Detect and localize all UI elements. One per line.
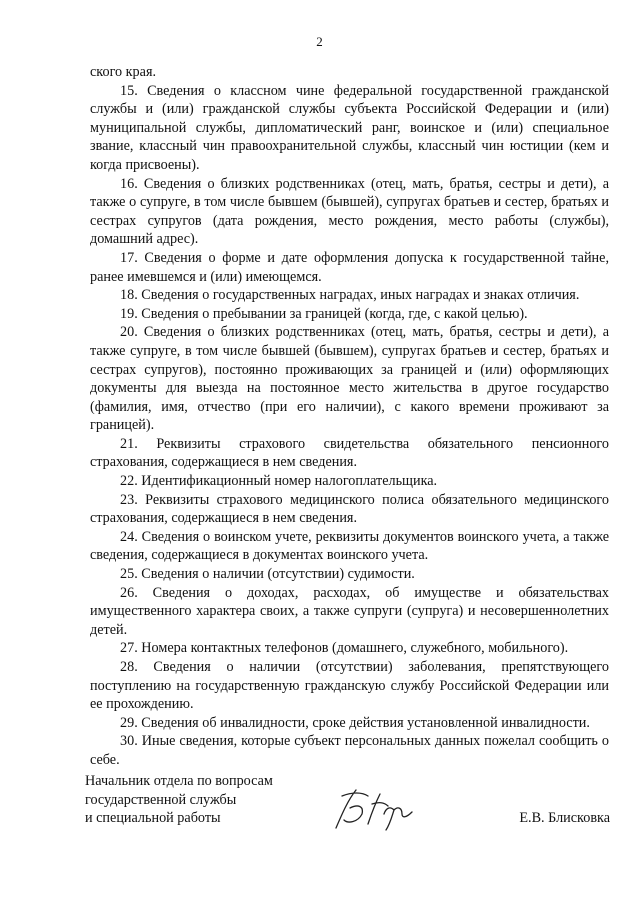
list-item-23: 23. Реквизиты страхового медицинского полиса обязательного медицинского страхования, содержащиеся в нем сведения. <box>90 491 609 527</box>
list-item-26: 26. Сведения о доходах, расходах, об имуществе и обязательствах имущественного характера своих, а также супруги (супруга) и несовершеннолетних детей. <box>90 584 609 638</box>
list-item-30: 30. Иные сведения, которые субъект персональных данных пожелал сообщить о себе. <box>90 733 609 768</box>
list-item-29: 29. Сведения об инвалидности, сроке действия установленной инвалидности. <box>120 714 590 731</box>
list-item-25: 25. Сведения о наличии (отсутствии) судимости. <box>120 566 415 583</box>
list-item-19: 19. Сведения о пребывании за границей (когда, где, с какой целью). <box>120 305 528 322</box>
signer-position-line: и специальной работы <box>85 810 221 827</box>
list-item-27: 27. Номера контактных телефонов (домашнего, служебного, мобильного). <box>120 640 569 657</box>
list-item-24: 24. Сведения о воинском учете, реквизиты документов воинского учета, а также сведения, содержащиеся в документах воинского учета. <box>90 528 609 564</box>
list-item-21: 21. Реквизиты страхового свидетельства обязательного пенсионного страхования, содержащиеся в нем сведения. <box>90 435 609 471</box>
signer-position-line: государственной службы <box>85 791 237 808</box>
list-item-28: 28. Сведения о наличии (отсутствии) заболевания, препятствующего поступлению на государственную гражданскую службу Российской Федерации или ее прохождению. <box>90 659 609 713</box>
leading-fragment: ского края. <box>90 64 157 80</box>
signer-name: Е.В. Блисковка <box>519 810 610 826</box>
handwritten-signature <box>328 784 418 834</box>
document-body <box>90 63 609 770</box>
list-item-20: 20. Сведения о близких родственниках (отец, мать, братья, сестры и дети), а также супруге, в том числе бывшей (бывшем), супругах братьев и сестер, братьях и сестрах супругов), постоянно проживающих за границей и (или) оформляющих документы для выезда на постоянное место жительства в другое государство (фамилия, имя, отчество (при его наличии), с какого времени проживают за границей). <box>90 324 609 434</box>
signer-position <box>85 772 273 828</box>
page-number: 2 <box>316 34 323 49</box>
list-item-22: 22. Идентификационный номер налогоплательщика. <box>120 473 438 490</box>
list-item-18: 18. Сведения о государственных наградах, иных наградах и знаках отличия. <box>120 287 580 304</box>
signature-block <box>85 772 610 852</box>
list-item-17: 17. Сведения о форме и дате оформления допуска к государственной тайне, ранее имевшемся и (или) имеющемся. <box>90 249 609 285</box>
list-item-15: 15. Сведения о классном чине федеральной государственной гражданской службы и (или) гражданской службы субъекта Российской Федерации и (или) муниципальной службы, дипломатический ранг, воинское и (или) специальное звание, классный чин правоохранительной службы, классный чин юстиции (кем и когда присвоены). <box>90 82 609 173</box>
signer-position-line: Начальник отдела по вопросам <box>85 773 273 789</box>
list-item-16: 16. Сведения о близких родственниках (отец, мать, братья, сестры и дети), а также о супруге, в том числе бывшем (бывшей), супругах братьев и сестер, братьях и сестрах супругов (дата рождения, место рождения, место работы (службы), домашний адрес). <box>90 175 609 248</box>
